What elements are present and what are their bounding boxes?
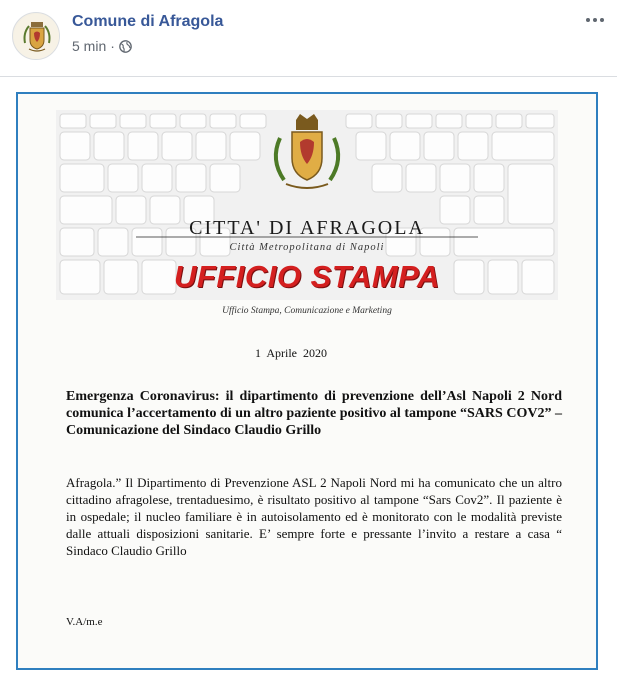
more-icon	[586, 18, 590, 22]
page-avatar[interactable]	[12, 12, 60, 60]
document-date: 1 Aprile 2020	[255, 346, 327, 360]
post-image[interactable]	[16, 92, 598, 670]
city-title: CITTA' DI AFRAGOLA	[189, 217, 425, 239]
page-name-link[interactable]: Comune di Afragola	[72, 13, 224, 30]
post-header	[0, 0, 617, 76]
globe-icon[interactable]	[119, 40, 132, 53]
press-office-title: UFFICIO STAMPA	[174, 259, 440, 294]
post-meta	[72, 38, 132, 54]
post-timestamp[interactable]: 5 min	[72, 38, 107, 54]
more-icon-dot	[593, 18, 597, 22]
press-office-tagline: Ufficio Stampa, Comunicazione e Marketing	[222, 306, 392, 316]
more-icon-dot	[600, 18, 604, 22]
press-office-banner	[56, 110, 558, 300]
document-headline: Emergenza Coronavirus: il dipartimento di prevenzione dell’Asl Napoli 2 Nord comunica l’accertamento di un altro paziente positivo al tampone “SARS COV2” – Comunicazione del Sindaco Claudio Grillo	[66, 389, 562, 438]
meta-separator: ·	[110, 38, 115, 54]
document-body: Afragola.” Il Dipartimento di Prevenzione ASL 2 Napoli Nord mi ha comunicato che un altro cittadino afragolese, trentaduesimo, è risultato positivo al tampone “Sars Cov2”. Il paziente è in ospedale; il nucleo familiare è in autoisolamento ed è monitorato con le modalità previste dalle attuali disposizioni sanitarie. E’ sempre forte e pressante l’invito a restare a casa “ Sindaco Claudio Grillo	[66, 475, 562, 558]
city-subtitle: Città Metropolitana di Napoli	[229, 242, 385, 253]
header-divider	[0, 76, 617, 77]
more-options-button[interactable]	[583, 12, 607, 28]
crest-icon	[13, 13, 60, 60]
document-signoff: V.A/m.e	[66, 616, 103, 628]
